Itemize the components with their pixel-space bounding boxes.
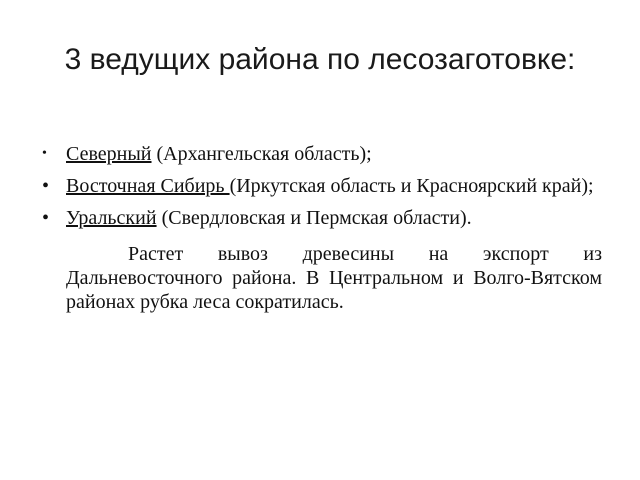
list-item-northern [40,142,602,166]
export-paragraph: Растет вывоз древесины на экспорт из Дальневосточного района. В Центральном и Волго-Вятском районах рубка леса сократилась. [66,243,602,313]
region-detail: (Свердловская и Пермская области). [161,207,472,229]
list-item-east-siberia [40,174,602,198]
slide-title: 3 ведущих района по лесозаготовке: [64,43,576,76]
bullet-icon: • [42,175,50,197]
region-name: Восточная Сибирь [66,175,230,197]
region-name: Уральский [66,207,157,229]
region-detail: (Архангельская область); [156,143,372,165]
region-name: Северный [66,143,152,165]
slide-body [40,142,602,314]
bullet-icon: • [42,207,50,229]
list-item-ural [40,206,602,230]
bullet-icon: • [42,146,47,161]
region-detail: (Иркутская область и Красноярский край); [229,175,594,197]
